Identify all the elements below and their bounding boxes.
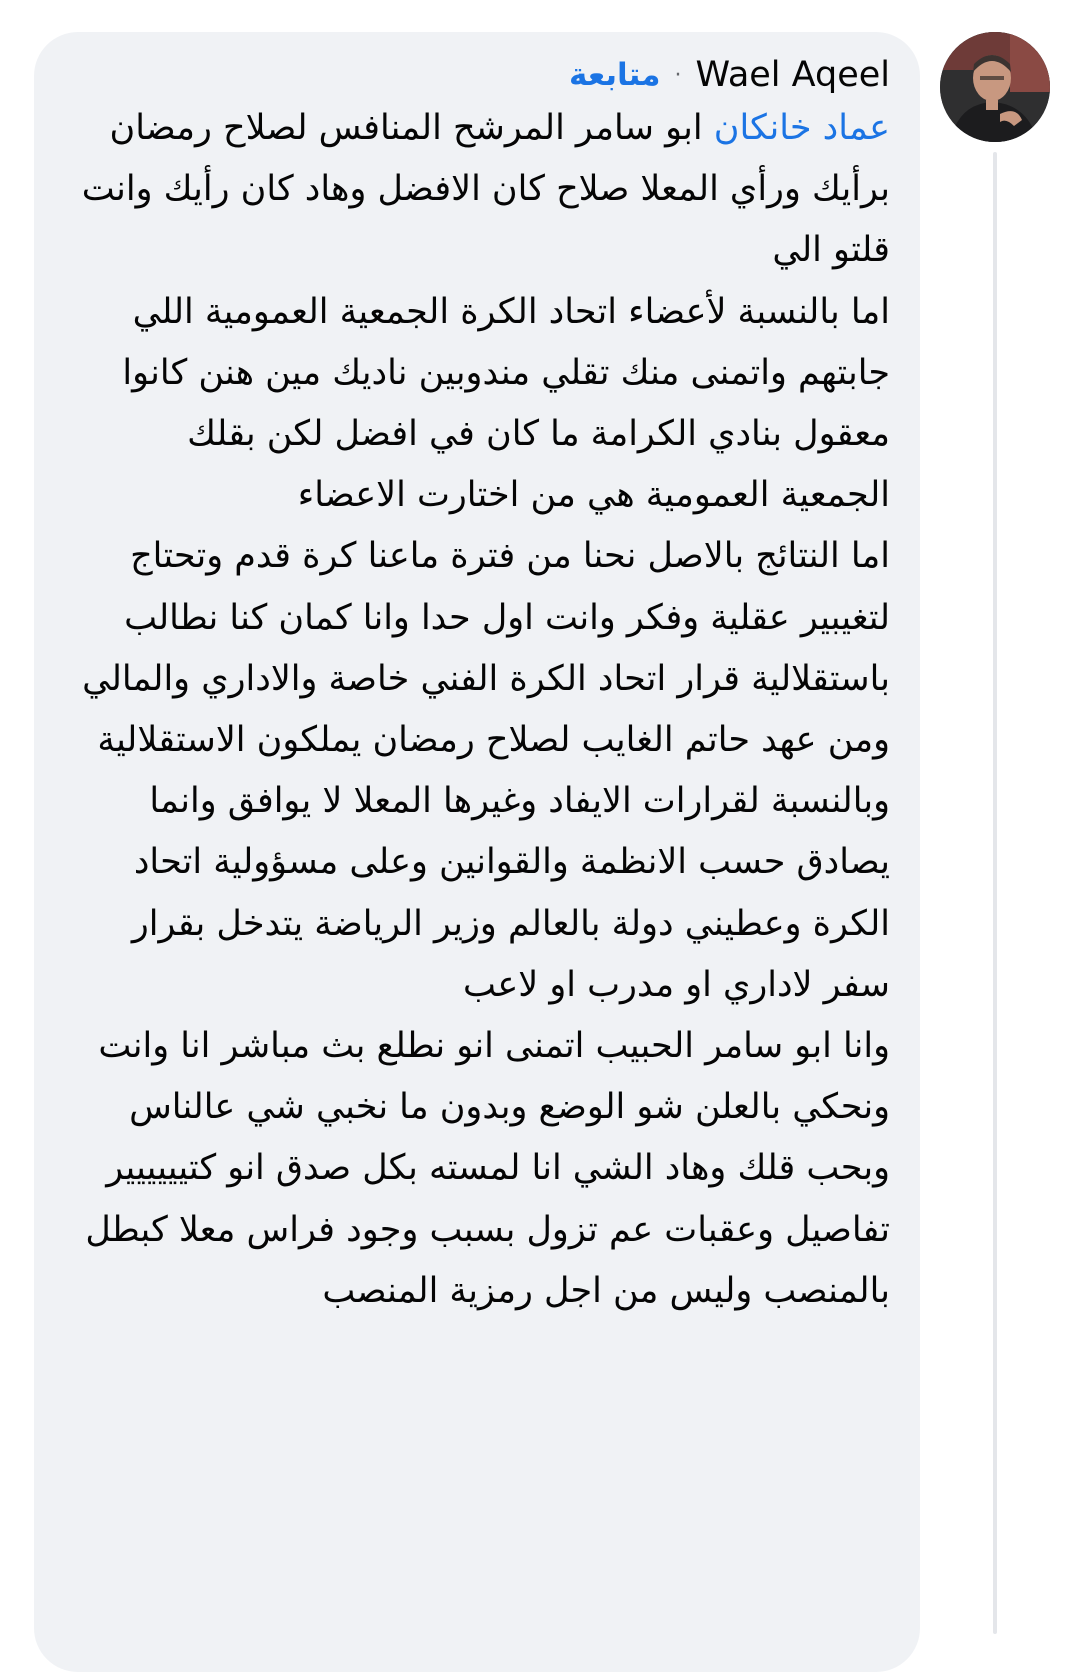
comment-header [569,50,890,100]
comment-paragraph: ومن عهد حاتم الغايب لصلاح رمضان يملكون الاستقلالية [97,720,890,761]
reply-thread-line [993,152,997,1634]
comment-paragraph-text: ابو سامر المرشح المنافس لصلاح رمضان برأيك ورأي المعلا صلاح كان الافضل وهاد كان رأيك وانت قلتو الي [81,108,890,271]
author-name[interactable]: Wael Aqeel [695,55,890,95]
comment-paragraph: اما النتائج بالاصل نحنا من فترة ماعنا كرة قدم وتحتاج لتغيبير عقلية وفكر وانت اول حدا وانا كمان كنا نطالب باستقلالية قرار اتحاد الكرة الفني خاصة والاداري والمالي [82,536,890,699]
comment-paragraph [70,98,890,282]
comment-paragraph: وبالنسبة لقرارات الايفاد وغيرها المعلا لا يوافق وانما يصادق حسب الانظمة والقوانين وعلى مسؤولية اتحاد الكرة وعطيني دولة بالعالم وزير الرياضة يتدخل بقرار سفر لاداري او مدرب او لاعب [131,781,890,1005]
profile-photo-icon [940,32,1050,142]
comment-paragraph: وانا ابو سامر الحبيب اتمنى انو نطلع بث مباشر انا وانت ونحكي بالعلن شو الوضع وبدون ما نخبي شي عالناس [98,1026,890,1128]
mention-link[interactable]: عماد خانكان [713,108,890,148]
comment-text [70,98,890,1322]
comment-paragraph: اما بالنسبة لأعضاء اتحاد الكرة الجمعية العمومية اللي جابتهم واتمنى منك تقلي مندوبين ناديك مين هنن كانوا معقول بنادي الكرامة ما كان في افضل لكن بقلك الجمعية العمومية هي من اختارت الاعضاء [122,291,890,516]
avatar[interactable] [940,32,1050,142]
comment-paragraph: وبحب قلك وهاد الشي انا لمسته بكل صدق انو كتيييييير تفاصيل وعقبات عم تزول بسبب وجود فراس معلا كبطل بالمنصب وليس من اجل رمزية المنصب [85,1148,890,1311]
separator-dot: · [674,62,682,88]
follow-link[interactable]: متابعة [569,57,661,93]
